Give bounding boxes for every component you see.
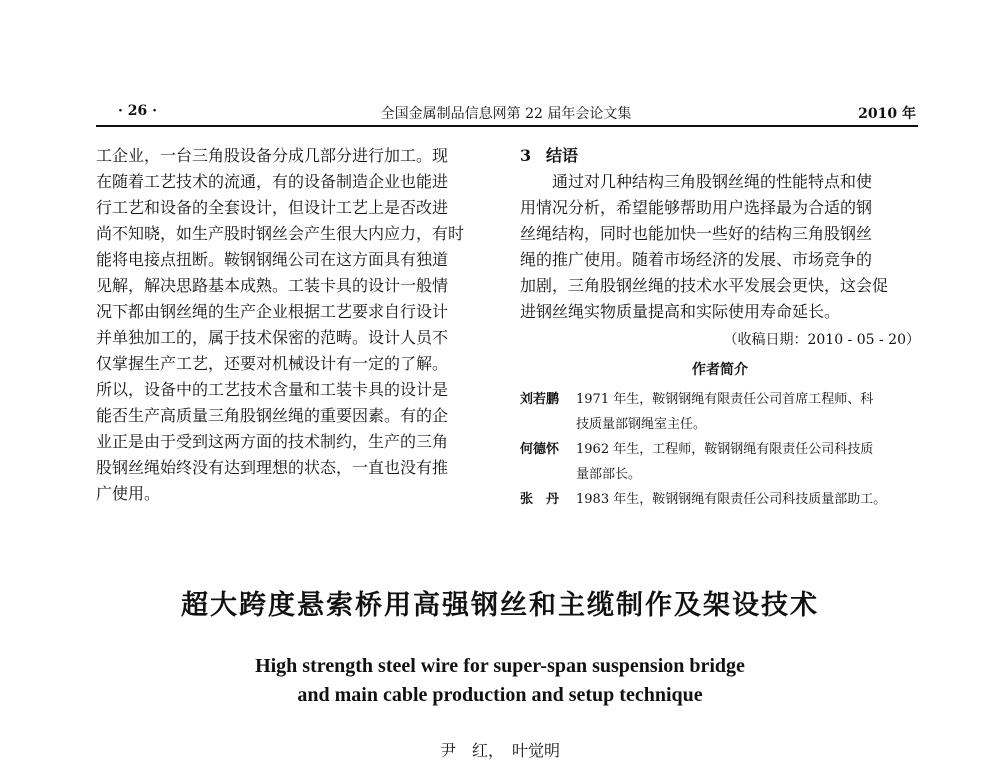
journal-title: 全国金属制品信息网第 22 届年会论文集 [380, 106, 632, 122]
author-name: 何德怀 [520, 442, 560, 457]
author-name: 刘若鹏 [520, 392, 560, 407]
right-column [520, 143, 920, 512]
conclusion-paragraph: 通过对几种结构三角股钢丝绳的性能特点和使 用情况分析，希望能够帮助用户选择最为合适的钢 丝绳结构，同时也能加快一些好的结构三角股钢丝 绳的推广使用。随着市场经济的发展、市场竞争的 加剧，三角股钢丝绳的技术水平发展会更快，这会促 进钢丝绳实物质量提高和实际使用寿命延长。 [520, 172, 889, 321]
section-heading [520, 143, 920, 169]
running-header [96, 103, 916, 127]
header-rule [96, 125, 918, 127]
section-number: 3 [520, 146, 532, 165]
publication-year: 2010 年 [858, 106, 916, 122]
title-en-line: and main cable production and setup technique [297, 684, 703, 706]
next-article-authors: 尹 红， 叶觉明 [439, 741, 560, 760]
author-bio-text: 1971 年生，鞍钢钢绳有限责任公司首席工程师、科 技质量部钢绳室主任。 [576, 392, 874, 432]
author-bio-text: 1962 年生，工程师，鞍钢钢绳有限责任公司科技质 量部部长。 [576, 442, 874, 482]
section-title: 结语 [546, 146, 579, 165]
left-column [96, 143, 492, 507]
author-bio [520, 487, 920, 512]
author-bio-heading: 作者简介 [692, 362, 748, 378]
title-en-line: High strength steel wire for super-span suspension bridge [255, 655, 745, 677]
next-article-title-en [0, 652, 1000, 710]
author-bio-text: 1983 年生，鞍钢钢绳有限责任公司科技质量部助工。 [576, 492, 887, 507]
author-name: 张 丹 [520, 492, 560, 507]
next-article-title-cn: 超大跨度悬索桥用高强钢丝和主缆制作及架设技术 [181, 590, 819, 621]
author-bio [520, 387, 920, 437]
author-bio [520, 437, 920, 487]
page-number: · 26 · [118, 103, 157, 119]
body-paragraph: 工企业，一台三角股设备分成几部分进行加工。现 在随着工艺技术的流通，有的设备制造企业也能进 行工艺和设备的全套设计，但设计工艺上是否改进 尚不知晓，如生产股时钢丝会产生很大内应力，有时 能将电接点扭断。鞍钢钢绳公司在这方面具有独道 见解，解决思路基本成熟。工装卡具的设计一般情 况下都由钢丝绳的生产企业根据工艺要求自行设计 并单独加工的，属于技术保密的范畴。设计人员不 仅掌握生产工艺，还要对机械设计有一定的了解。 所以，设备中的工艺技术含量和工装卡具的设计是 能否生产高质量三角股钢丝绳的重要因素。有的企 业正是由于受到这两方面的技术制约，生产的三角 股钢丝绳始终没有达到理想的状态，一直也没有推 广使用。 [96, 146, 465, 503]
received-date: （收稿日期：2010 - 05 - 20） [723, 332, 920, 348]
